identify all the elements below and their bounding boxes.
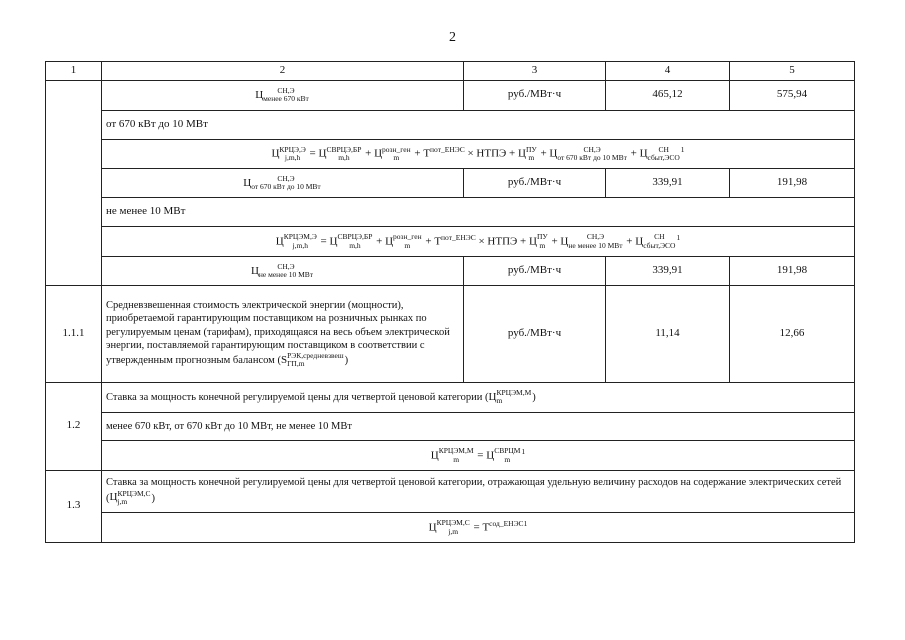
symbol-less-670: Ц СН,Э менее 670 кВт [102,80,464,110]
header-row [46,62,855,81]
row-670-10 [46,168,855,197]
value-col-5: 191,98 [730,168,855,197]
value-col-4: 339,91 [606,256,730,285]
range-heading: менее 670 кВт, от 670 кВт до 10 МВт, не менее 10 МВт [102,412,855,440]
value-col-5: 191,98 [730,256,855,285]
row-1-3-formula [46,512,855,542]
unit-cell: руб./МВт·ч [464,256,606,285]
symbol-not-less-10: Ц СН,Э не менее 10 МВт [102,256,464,285]
symbol-670-10: Ц СН,Э от 670 кВт до 10 МВт [102,168,464,197]
row-1-2-title [46,382,855,412]
unit-cell: руб./МВт·ч [464,168,606,197]
range-heading: не менее 10 МВт [102,197,855,226]
tariff-table [45,61,855,543]
row-number: 1.2 [46,382,102,470]
header-col-3: 3 [464,62,606,81]
row-number-empty [46,80,102,285]
header-col-2: 2 [102,62,464,81]
formula-row-670 [46,139,855,168]
header-col-5: 5 [730,62,855,81]
description-cell: Ставка за мощность конечной регулируемой цены для четвертой ценовой категории, отражающая удельную величину расходов на содержание электрических сетей (Ц КРЦЭМ,С j,m ) [102,470,855,512]
header-col-4: 4 [606,62,730,81]
formula-1-3: Ц КРЦЭМ,С j,m = $Т^{сод\_ЕНЭС1}$ [102,512,855,542]
row-1-2-formula [46,440,855,470]
row-1-3-title [46,470,855,512]
row-1-2-range [46,412,855,440]
page-number: 2 [449,30,456,45]
value-col-4: 339,91 [606,168,730,197]
formula-670: Ц КРЦЭ,Э j,m,h = Ц СВРЦЭ,БР m,h + Ц розн_ген m + $Т^{пот\_ЕНЭС}$ × НТПЭ + Ц ПУ m + Ц СН,Э от 670 кВт до 10 МВт + Ц СН сбыт,ЭСО $^1$ [102,139,855,168]
row-not-less-10 [46,256,855,285]
unit-cell: руб./МВт·ч [464,285,606,382]
description-cell: Средневзвешенная стоимость электрической энергии (мощности), приобретаемой гарантирующим поставщиком на розничных рынках по регулируемым ценам (тарифам), приходящаяся на весь объем электрической энергии, поставляемой гарантирующим поставщиком в соответствии с утвержденным прогнозным балансом (S РЭК,средневзвеш ГП,m ) [102,285,464,382]
row-number: 1.1.1 [46,285,102,382]
value-col-4: 11,14 [606,285,730,382]
description-text: Средневзвешенная стоимость электрической энергии (мощности), приобретаемой гарантирующим поставщиком на розничных рынках по регулируемым ценам (тарифам), приходящаяся на весь объем электрической энергии, поставляемой гарантирующим поставщиком в соответствии с утвержденным прогнозным балансом [106,300,450,366]
row-number: 1.3 [46,470,102,542]
unit-cell: руб./МВт·ч [464,80,606,110]
formula-row-10 [46,226,855,256]
formula-10: Ц КРЦЭМ,Э j,m,h = Ц СВРЦЭ,БР m,h + Ц розн_ген m + $Т^{пот\_ЕНЭС}$ × НТПЭ + Ц ПУ m + Ц СН,Э не менее 10 МВт + Ц СН сбыт,ЭСО $^1$ [102,226,855,256]
value-col-5: 12,66 [730,285,855,382]
formula-1-2: Ц КРЦЭМ,М m = Ц СВРЦМ m $^1$ [102,440,855,470]
description-cell: Ставка за мощность конечной регулируемой цены для четвертой ценовой категории (Ц КРЦЭМ,М m ) [102,382,855,412]
range-heading: от 670 кВт до 10 МВт [102,110,855,139]
heading-670-10 [46,110,855,139]
heading-not-less-10 [46,197,855,226]
header-col-1: 1 [46,62,102,81]
value-col-5: 575,94 [730,80,855,110]
row-less-670 [46,80,855,110]
row-1-1-1 [46,285,855,382]
value-col-4: 465,12 [606,80,730,110]
